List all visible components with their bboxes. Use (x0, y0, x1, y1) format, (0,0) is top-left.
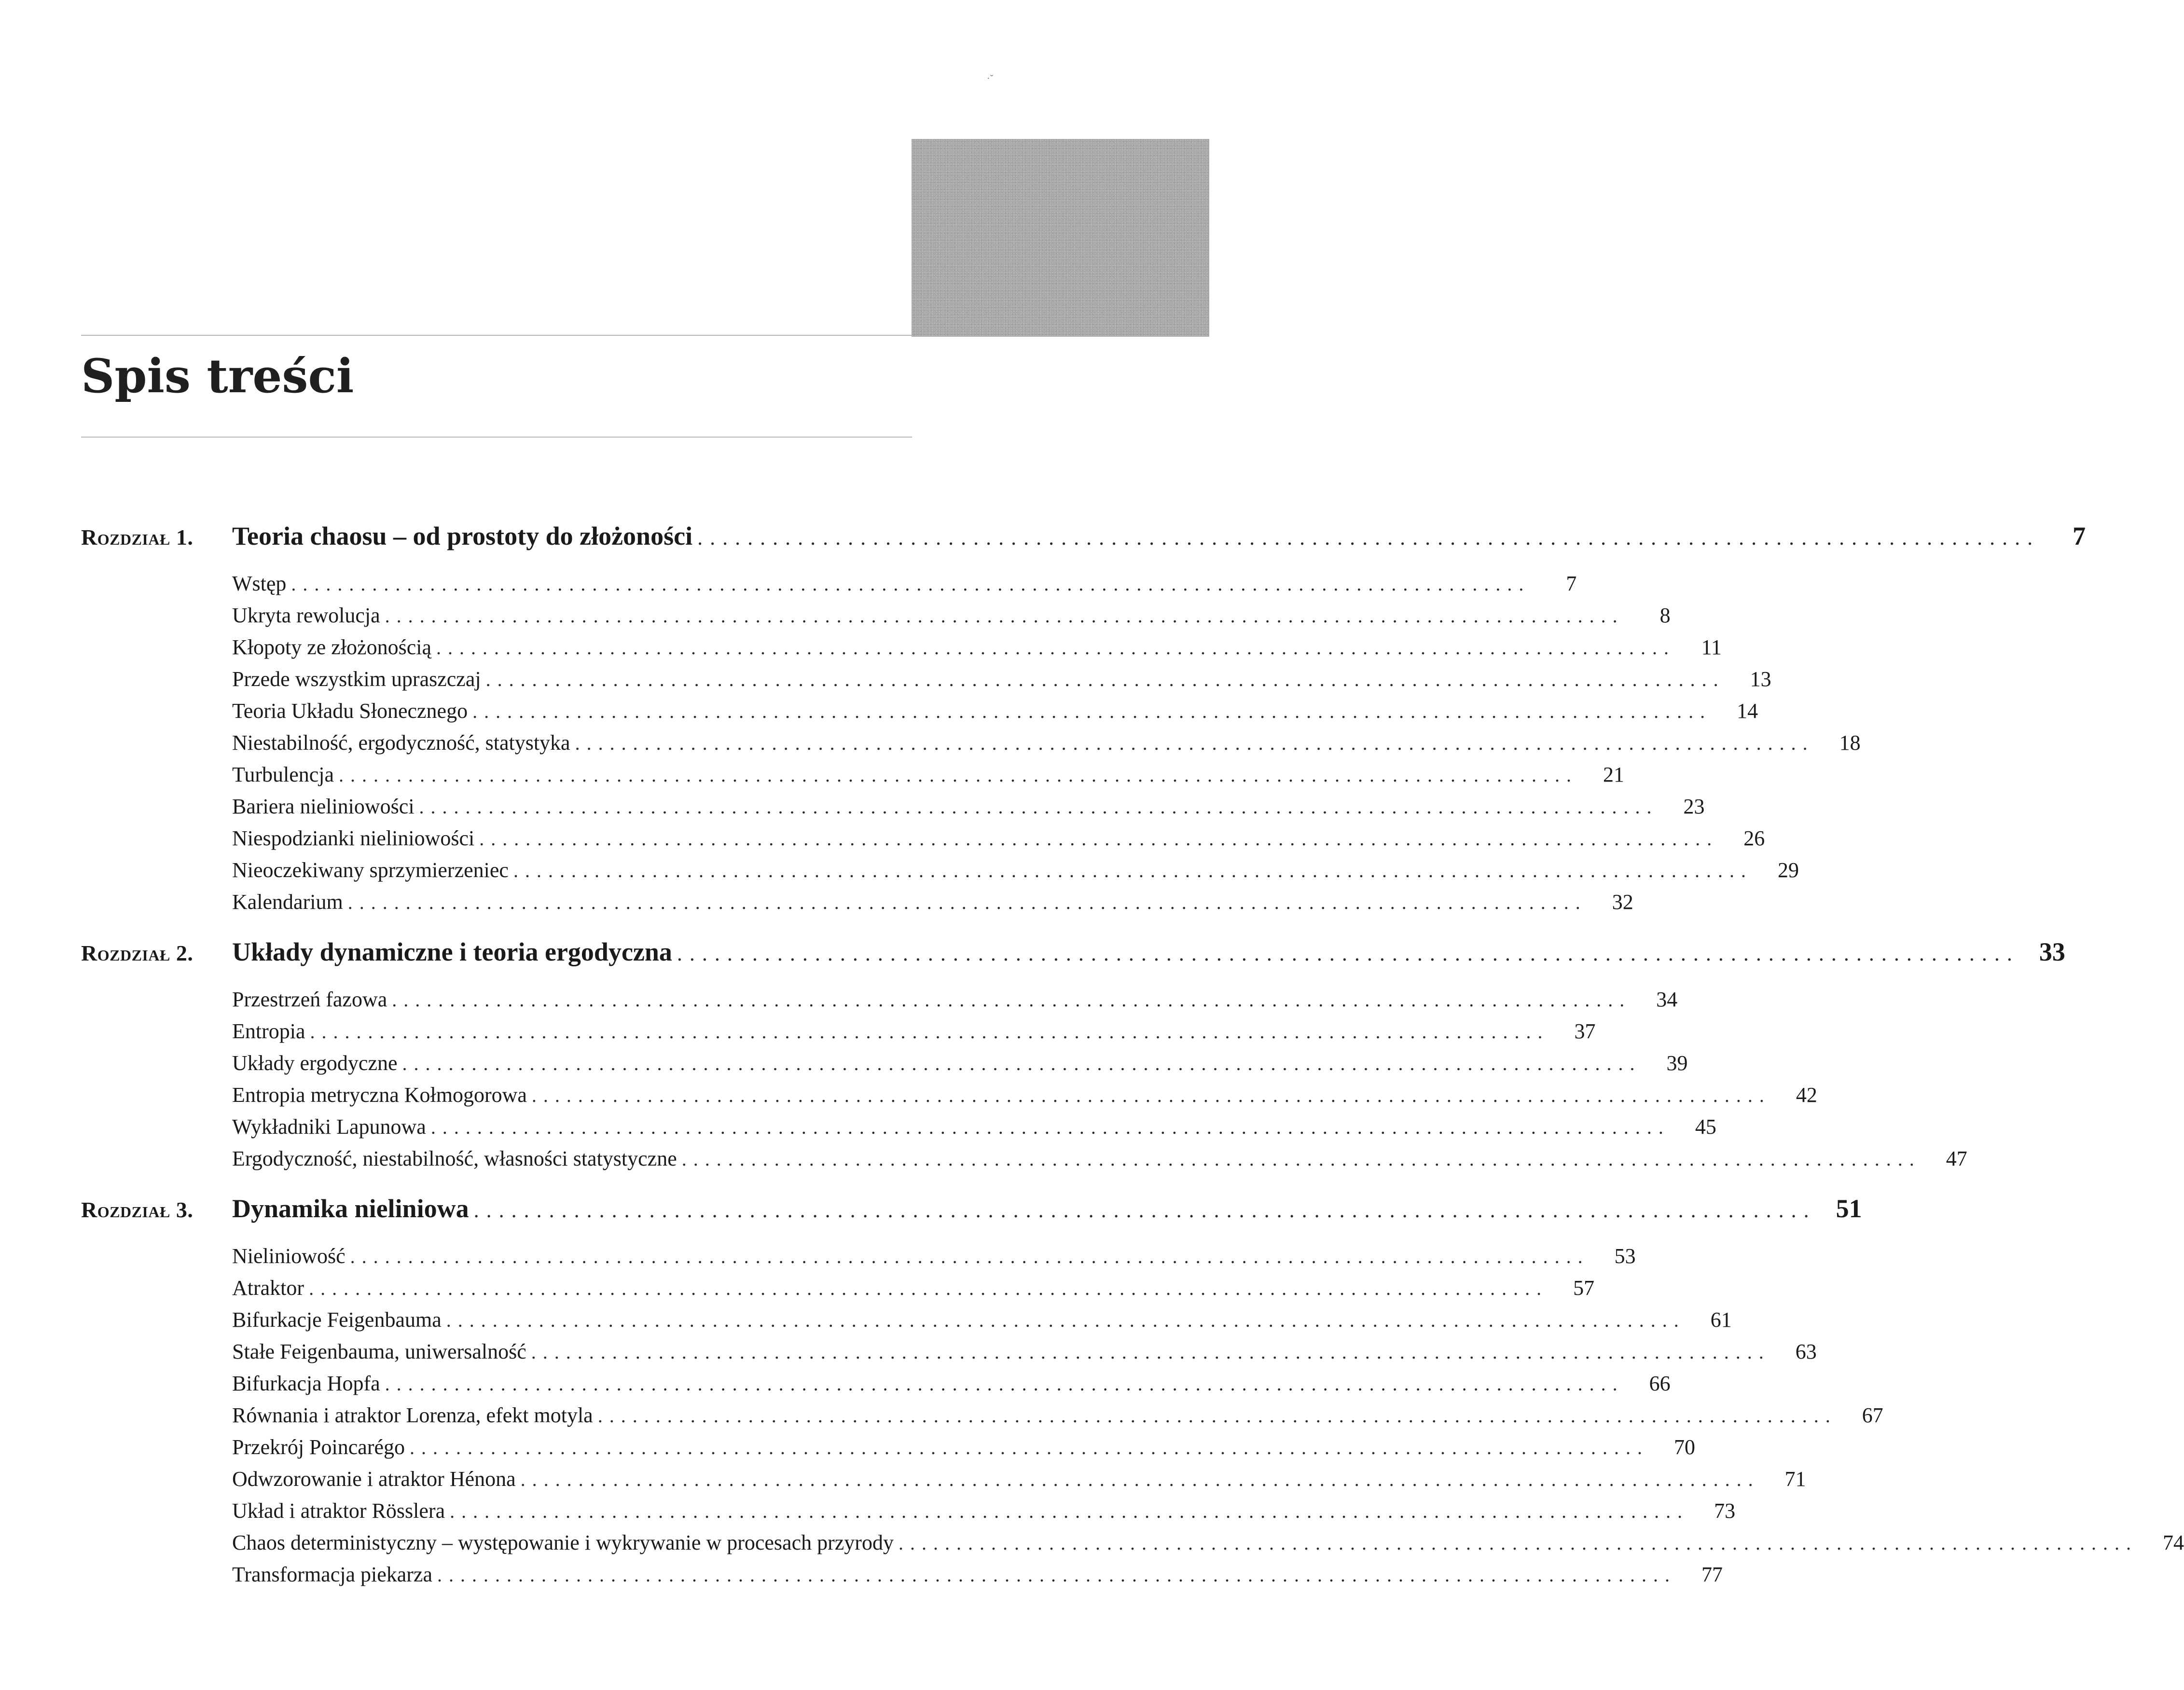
toc-entry-page-number: 53 (1614, 1244, 1636, 1268)
toc-entry-title: Przekrój Poincarégo (232, 1435, 405, 1459)
dot-leader: . . . . . . . . . . . . . . . . . . . . . . . . . . . . . . . . . . . . . . . . . . . . . . . . . . . . . . . . . . . . . . . . . . . . . . . . . . . . . . . . . . . . . . . . . . . . . . . . . . . . . . . . . . . (898, 1532, 2132, 1554)
toc-entry-title: Przestrzeń fazowa (232, 988, 387, 1011)
toc-entry[interactable] (232, 794, 1705, 826)
toc-entry[interactable] (232, 890, 1633, 921)
toc-entry-page-number: 32 (1612, 890, 1633, 914)
chapter-page-number: 51 (1836, 1194, 1862, 1223)
dot-leader: . . . . . . . . . . . . . . . . . . . . . . . . . . . . . . . . . . . . . . . . . . . . . . . . . . . . . . . . . . . . . . . . . . . . . . . . . . . . . . . . . . . . . . . . . . . . . . . . . . . . . . . . . . . (479, 828, 1713, 850)
toc-entry-title: Wykładniki Lapunowa (232, 1115, 426, 1139)
toc-entry-title: Bariera nieliniowości (232, 795, 415, 818)
dot-leader: . . . . . . . . . . . . . . . . . . . . . . . . . . . . . . . . . . . . . . . . . . . . . . . . . . . . . . . . . . . . . . . . . . . . . . . . . . . . . . . . . . . . . . . . . . . . . . . . . . . . . . . . . . . (575, 732, 1809, 754)
dot-leader: . . . . . . . . . . . . . . . . . . . . . . . . . . . . . . . . . . . . . . . . . . . . . . . . . . . . . . . . . . . . . . . . . . . . . . . . . . . . . . . . . . . . . . . . . . . . . . . . . . . . . . . . . . . (419, 796, 1653, 818)
dot-leader: . . . . . . . . . . . . . . . . . . . . . . . . . . . . . . . . . . . . . . . . . . . . . . . . . . . . . . . . . . . . . . . . . . . . . . . . . . . . . . . . . . . . . . . . . . . . . . . . . . . . . . . . . . . (410, 1437, 1643, 1458)
toc-entry-page-number: 11 (1701, 635, 1722, 659)
toc-entry-title: Nieoczekiwany sprzymierzeniec (232, 858, 509, 882)
toc-entry-title: Układ i atraktor Rösslera (232, 1499, 445, 1523)
chapter-title: Układy dynamiczne i teoria ergodyczna (232, 937, 672, 966)
toc-entry[interactable] (232, 1371, 1671, 1403)
dot-leader: . . . . . . . . . . . . . . . . . . . . . . . . . . . . . . . . . . . . . . . . . . . . . . . . . . . . . . . . . . . . . . . . . . . . . . . . . . . . . . . . . . . . . . . . . . . . . . . . . . . . . . . . . . . (350, 1246, 1584, 1267)
toc-entry-page-number: 42 (1796, 1083, 1817, 1107)
toc-entry[interactable] (232, 1083, 1817, 1114)
title-rule-top (81, 335, 912, 336)
toc-entry[interactable] (232, 699, 1758, 730)
toc-entry[interactable] (232, 1244, 1636, 1276)
toc-entry-page-number: 66 (1649, 1372, 1671, 1395)
toc-entry-page-number: 39 (1666, 1051, 1688, 1075)
toc-entry[interactable] (232, 1498, 1736, 1530)
dot-leader: . . . . . . . . . . . . . . . . . . . . . . . . . . . . . . . . . . . . . . . . . . . . . . . . . . . . . . . . . . . . . . . . . . . . . . . . . . . . . . . . . . . . . . . . . . . . . . . . . . . . . . . . . . . (347, 892, 1581, 913)
toc-entry-title: Chaos deterministyczny – występowanie i wykrywanie w procesach przyrody (232, 1531, 894, 1554)
toc-entry-title: Bifurkacje Feigenbauma (232, 1308, 442, 1332)
chapter-entries (81, 564, 1861, 921)
toc-entry[interactable] (232, 762, 1625, 794)
chapter-label: Rozdział 3. (81, 1197, 194, 1222)
toc-entry-page-number: 45 (1695, 1115, 1716, 1139)
dot-leader: . . . . . . . . . . . . . . . . . . . . . . . . . . . . . . . . . . . . . . . . . . . . . . . . . . . . . . . . . . . . . . . . . . . . . . . . . . . . . . . . . . . . . . . . . . . . . . . . . . . . . . . . . . . (513, 860, 1747, 881)
toc-entry-title: Atraktor (232, 1276, 304, 1300)
chapter-page-number: 33 (2039, 937, 2065, 966)
toc-entry[interactable] (232, 1019, 1596, 1051)
dot-leader: . . . . . . . . . . . . . . . . . . . . . . . . . . . . . . . . . . . . . . . . . . . . . . . . . . . . . . . . . . . . . . . . . . . . . . . . . . . . . . . . . . . . . . . . . . . . . . . . . . . . . . . . . . . (677, 942, 2013, 965)
toc-entry-page-number: 14 (1737, 699, 1758, 723)
toc-entry[interactable] (232, 987, 1678, 1019)
toc-entry-title: Kłopoty ze złożonością (232, 635, 431, 659)
dot-leader: . . . . . . . . . . . . . . . . . . . . . . . . . . . . . . . . . . . . . . . . . . . . . . . . . . . . . . . . . . . . . . . . . . . . . . . . . . . . . . . . . . . . . . . . . . . . . . . . . . . . . . . . . . . (485, 669, 1719, 690)
toc-entry[interactable] (232, 1114, 1716, 1146)
toc-entry-title: Entropia (232, 1019, 305, 1043)
toc-entry-page-number: 74 (2162, 1531, 2184, 1554)
toc-entry-page-number: 47 (1946, 1147, 1967, 1170)
toc-entry-page-number: 57 (1573, 1276, 1595, 1300)
toc-entry[interactable] (232, 730, 1861, 762)
toc-entry[interactable] (232, 571, 1577, 603)
dot-leader: . . . . . . . . . . . . . . . . . . . . . . . . . . . . . . . . . . . . . . . . . . . . . . . . . . . . . . . . . . . . . . . . . . . . . . . . . . . . . . . . . . . . . . . . . . . . . . . . . . . . . . . . . . . (450, 1500, 1684, 1522)
table-of-contents (81, 521, 2184, 1609)
toc-entry[interactable] (232, 1146, 1967, 1178)
toc-entry[interactable] (232, 1403, 1883, 1435)
toc-entry[interactable] (232, 1276, 1595, 1307)
page-title: Spis treści (81, 349, 354, 403)
dot-leader: . . . . . . . . . . . . . . . . . . . . . . . . . . . . . . . . . . . . . . . . . . . . . . . . . . . . . . . . . . . . . . . . . . . . . . . . . . . . . . . . . . . . . . . . . . . . . . . . . . . . . . . . . . . (291, 573, 1525, 595)
toc-entry-title: Niestabilność, ergodyczność, statystyka (232, 731, 570, 755)
toc-entry[interactable] (232, 858, 1799, 890)
toc-entry-page-number: 29 (1777, 858, 1799, 882)
toc-entry-title: Bifurkacja Hopfa (232, 1372, 380, 1395)
toc-entry-page-number: 37 (1574, 1019, 1596, 1043)
toc-entry-page-number: 71 (1784, 1467, 1806, 1491)
dot-leader: . . . . . . . . . . . . . . . . . . . . . . . . . . . . . . . . . . . . . . . . . . . . . . . . . . . . . . . . . . . . . . . . . . . . . . . . . . . . . . . . . . . . . . . . . . . . . . . . . . . . . . . . . . . (473, 1198, 1810, 1222)
chapter-heading[interactable] (81, 521, 2086, 564)
dot-leader: . . . . . . . . . . . . . . . . . . . . . . . . . . . . . . . . . . . . . . . . . . . . . . . . . . . . . . . . . . . . . . . . . . . . . . . . . . . . . . . . . . . . . . . . . . . . . . . . . . . . . . . . . . . (681, 1148, 1915, 1170)
dot-leader: . . . . . . . . . . . . . . . . . . . . . . . . . . . . . . . . . . . . . . . . . . . . . . . . . . . . . . . . . . . . . . . . . . . . . . . . . . . . . . . . . . . . . . . . . . . . . . . . . . . . . . . . . . . (392, 989, 1626, 1011)
toc-entry-title: Entropia metryczna Kołmogorowa (232, 1083, 527, 1107)
toc-entry[interactable] (232, 1339, 1817, 1371)
toc-entry-page-number: 73 (1714, 1499, 1736, 1523)
toc-entry-page-number: 61 (1710, 1308, 1732, 1332)
toc-entry-page-number: 23 (1683, 795, 1705, 818)
dot-leader: . . . . . . . . . . . . . . . . . . . . . . . . . . . . . . . . . . . . . . . . . . . . . . . . . . . . . . . . . . . . . . . . . . . . . . . . . . . . . . . . . . . . . . . . . . . . . . . . . . . . . . . . . . . (531, 1341, 1765, 1363)
toc-entry-page-number: 18 (1839, 731, 1861, 755)
toc-entry-title: Układy ergodyczne (232, 1051, 398, 1075)
dot-leader: . . . . . . . . . . . . . . . . . . . . . . . . . . . . . . . . . . . . . . . . . . . . . . . . . . . . . . . . . . . . . . . . . . . . . . . . . . . . . . . . . . . . . . . . . . . . . . . . . . . . . . . . . . . (520, 1469, 1754, 1490)
toc-entry-title: Ukryta rewolucja (232, 604, 380, 627)
dot-leader: . . . . . . . . . . . . . . . . . . . . . . . . . . . . . . . . . . . . . . . . . . . . . . . . . . . . . . . . . . . . . . . . . . . . . . . . . . . . . . . . . . . . . . . . . . . . . . . . . . . . . . . . . . . (309, 1278, 1543, 1299)
toc-entry[interactable] (232, 1562, 1723, 1594)
toc-entry-title: Transformacja piekarza (232, 1563, 432, 1586)
toc-entry-title: Stałe Feigenbauma, uniwersalność (232, 1340, 526, 1363)
toc-entry-title: Odwzorowanie i atraktor Hénona (232, 1467, 516, 1491)
dot-leader: . . . . . . . . . . . . . . . . . . . . . . . . . . . . . . . . . . . . . . . . . . . . . . . . . . . . . . . . . . . . . . . . . . . . . . . . . . . . . . . . . . . . . . . . . . . . . . . . . . . . . . . . . . . (531, 1085, 1765, 1106)
toc-entry[interactable] (232, 667, 1771, 699)
toc-entry-title: Przede wszystkim upraszczaj (232, 667, 481, 691)
toc-entry-page-number: 7 (1566, 572, 1577, 595)
dot-leader: . . . . . . . . . . . . . . . . . . . . . . . . . . . . . . . . . . . . . . . . . . . . . . . . . . . . . . . . . . . . . . . . . . . . . . . . . . . . . . . . . . . . . . . . . . . . . . . . . . . . . . . . . . . (339, 764, 1573, 786)
toc-entry[interactable] (232, 1307, 1732, 1339)
toc-entry[interactable] (232, 635, 1722, 667)
chapter-entries (81, 980, 1967, 1178)
chapter-title: Dynamika nieliniowa (232, 1194, 469, 1223)
toc-entry-title: Wstęp (232, 572, 287, 595)
toc-entry[interactable] (232, 603, 1671, 635)
chapter-label: Rozdział 2. (81, 941, 194, 965)
toc-entry[interactable] (232, 1051, 1688, 1083)
toc-entry-page-number: 63 (1795, 1340, 1817, 1363)
dot-leader: . . . . . . . . . . . . . . . . . . . . . . . . . . . . . . . . . . . . . . . . . . . . . . . . . . . . . . . . . . . . . . . . . . . . . . . . . . . . . . . . . . . . . . . . . . . . . . . . . . . . . . . . . . . (430, 1116, 1664, 1138)
toc-entry-page-number: 77 (1701, 1563, 1723, 1586)
chapter-page-number: 7 (2073, 522, 2086, 550)
decorative-grey-block (912, 139, 1209, 337)
toc-entry[interactable] (232, 1435, 1695, 1467)
toc-entry-page-number: 26 (1743, 826, 1765, 850)
dot-leader: . . . . . . . . . . . . . . . . . . . . . . . . . . . . . . . . . . . . . . . . . . . . . . . . . . . . . . . . . . . . . . . . . . . . . . . . . . . . . . . . . . . . . . . . . . . . . . . . . . . . . . . . . . . (472, 701, 1706, 722)
toc-entry-page-number: 13 (1750, 667, 1771, 691)
scan-speck: ·ˇ (987, 73, 994, 84)
toc-entry-page-number: 67 (1862, 1403, 1883, 1427)
chapter-label: Rozdział 1. (81, 525, 194, 550)
toc-entry-title: Turbulencja (232, 763, 334, 786)
title-rule-bottom (81, 437, 912, 438)
dot-leader: . . . . . . . . . . . . . . . . . . . . . . . . . . . . . . . . . . . . . . . . . . . . . . . . . . . . . . . . . . . . . . . . . . . . . . . . . . . . . . . . . . . . . . . . . . . . . . . . . . . . . . . . . . . (446, 1309, 1680, 1331)
toc-entry-title: Niespodzianki nieliniowości (232, 826, 475, 850)
dot-leader: . . . . . . . . . . . . . . . . . . . . . . . . . . . . . . . . . . . . . . . . . . . . . . . . . . . . . . . . . . . . . . . . . . . . . . . . . . . . . . . . . . . . . . . . . . . . . . . . . . . . . . . . . . . (597, 1405, 1831, 1427)
toc-entry-title: Teoria Układu Słonecznego (232, 699, 468, 723)
chapter-heading[interactable] (81, 937, 2065, 980)
toc-entry-page-number: 34 (1656, 988, 1678, 1011)
toc-entry[interactable] (232, 1530, 2184, 1562)
toc-entry-page-number: 21 (1603, 763, 1625, 786)
chapter-entries (81, 1237, 2184, 1594)
toc-entry[interactable] (232, 826, 1765, 858)
dot-leader: . . . . . . . . . . . . . . . . . . . . . . . . . . . . . . . . . . . . . . . . . . . . . . . . . . . . . . . . . . . . . . . . . . . . . . . . . . . . . . . . . . . . . . . . . . . . . . . . . . . . . . . . . . . (385, 1373, 1618, 1395)
toc-entry-page-number: 70 (1674, 1435, 1695, 1459)
dot-leader: . . . . . . . . . . . . . . . . . . . . . . . . . . . . . . . . . . . . . . . . . . . . . . . . . . . . . . . . . . . . . . . . . . . . . . . . . . . . . . . . . . . . . . . . . . . . . . . . . . . . . . . . . . . (402, 1053, 1636, 1074)
toc-entry-title: Ergodyczność, niestabilność, własności statystyczne (232, 1147, 677, 1170)
toc-entry-title: Kalendarium (232, 890, 343, 914)
chapter-title: Teoria chaosu – od prostoty do złożoności (232, 522, 693, 550)
toc-entry-page-number: 8 (1659, 604, 1671, 627)
dot-leader: . . . . . . . . . . . . . . . . . . . . . . . . . . . . . . . . . . . . . . . . . . . . . . . . . . . . . . . . . . . . . . . . . . . . . . . . . . . . . . . . . . . . . . . . . . . . . . . . . . . . . . . . . . . (310, 1021, 1544, 1043)
toc-entry[interactable] (232, 1467, 1806, 1498)
dot-leader: . . . . . . . . . . . . . . . . . . . . . . . . . . . . . . . . . . . . . . . . . . . . . . . . . . . . . . . . . . . . . . . . . . . . . . . . . . . . . . . . . . . . . . . . . . . . . . . . . . . . . . . . . . . (437, 1564, 1671, 1586)
chapter-heading[interactable] (81, 1194, 1862, 1237)
toc-entry-title: Nieliniowość (232, 1244, 346, 1268)
dot-leader: . . . . . . . . . . . . . . . . . . . . . . . . . . . . . . . . . . . . . . . . . . . . . . . . . . . . . . . . . . . . . . . . . . . . . . . . . . . . . . . . . . . . . . . . . . . . . . . . . . . . . . . . . . . (385, 605, 1618, 627)
toc-entry-title: Równania i atraktor Lorenza, efekt motyla (232, 1403, 593, 1427)
dot-leader: . . . . . . . . . . . . . . . . . . . . . . . . . . . . . . . . . . . . . . . . . . . . . . . . . . . . . . . . . . . . . . . . . . . . . . . . . . . . . . . . . . . . . . . . . . . . . . . . . . . . . . . . . . . (697, 526, 2034, 550)
dot-leader: . . . . . . . . . . . . . . . . . . . . . . . . . . . . . . . . . . . . . . . . . . . . . . . . . . . . . . . . . . . . . . . . . . . . . . . . . . . . . . . . . . . . . . . . . . . . . . . . . . . . . . . . . . . (436, 637, 1670, 659)
